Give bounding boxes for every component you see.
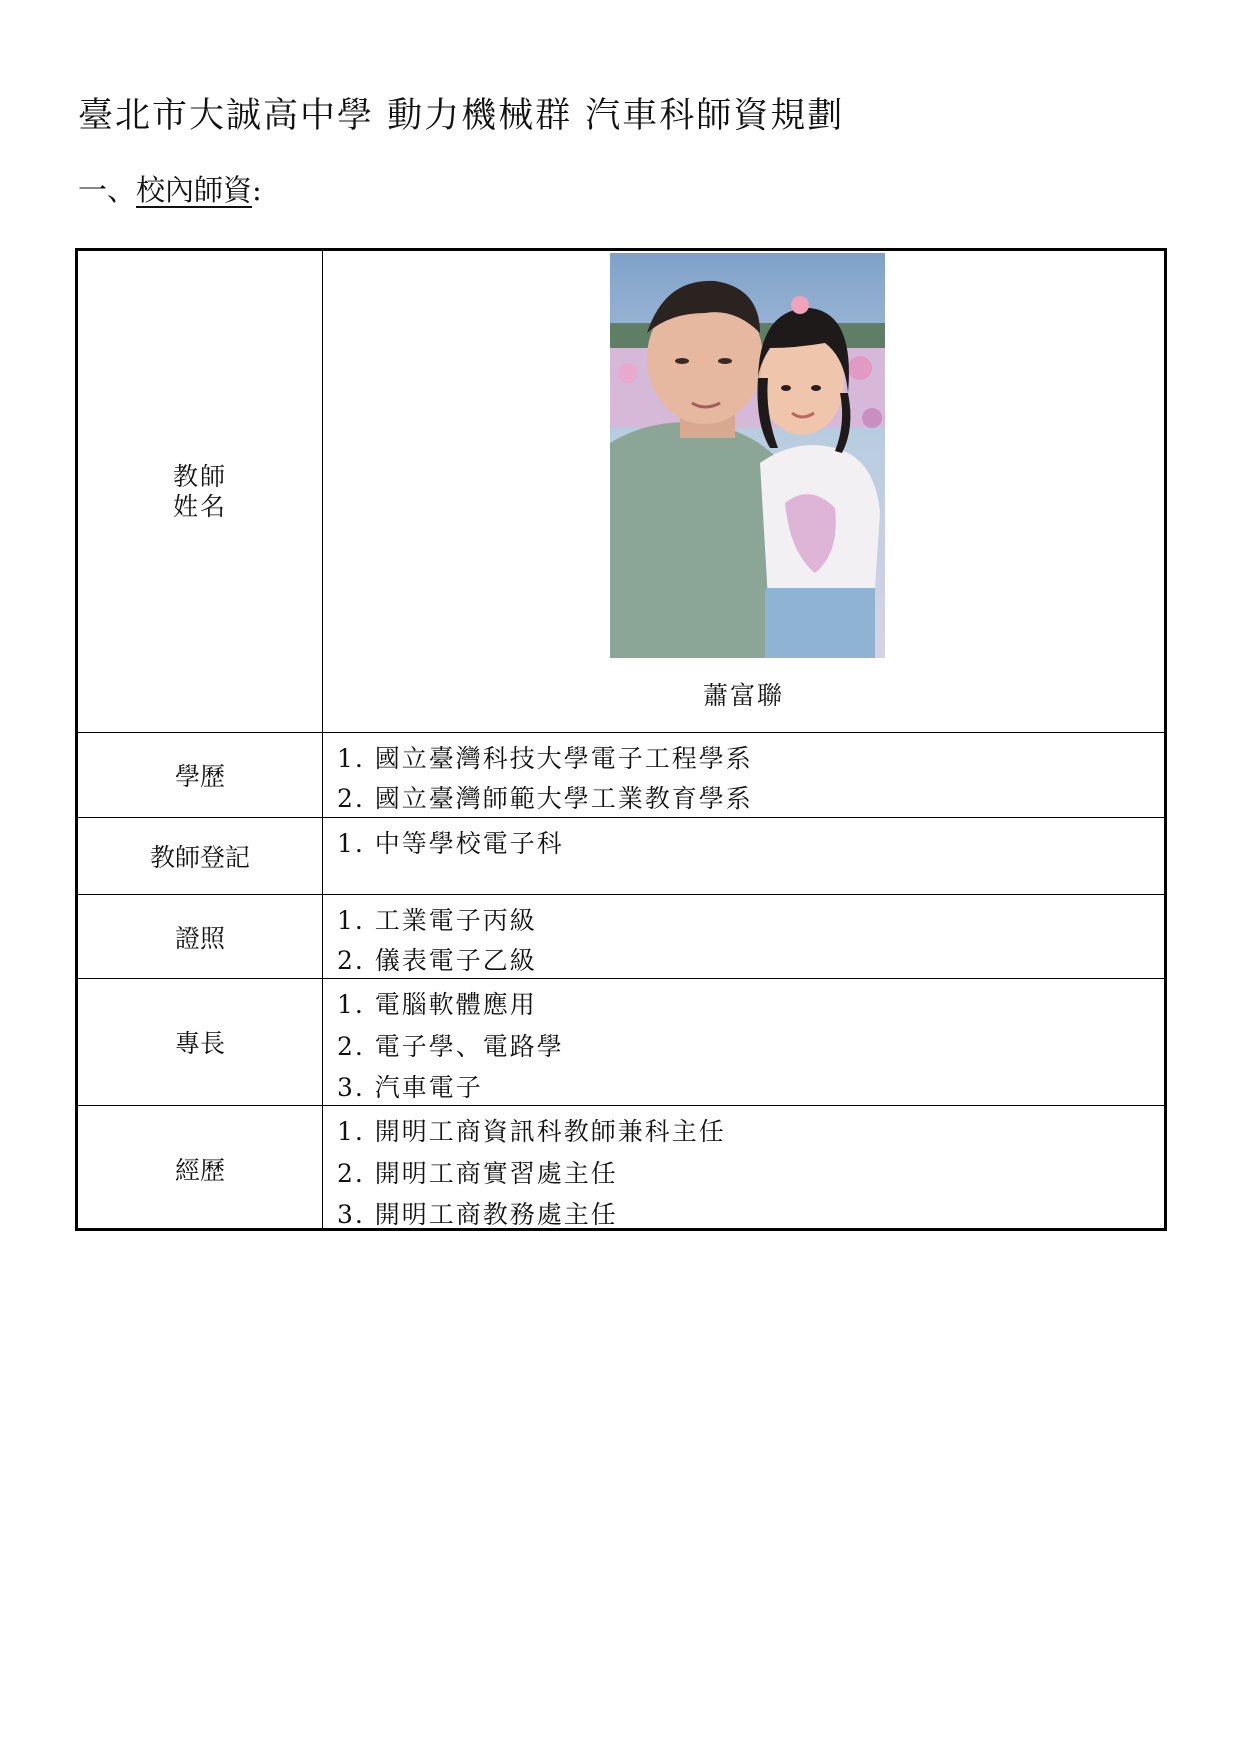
teacher-name: 蕭富聯 [702,681,784,710]
table-row-registration [78,818,1164,895]
registration-value-cell [323,818,1164,894]
expertise-label: 專長 [78,979,323,1105]
name-label-line2: 姓名 [172,491,227,521]
section-prefix: 一、 [78,173,137,207]
certificates-value-cell [323,895,1164,978]
teacher-photo [610,253,885,658]
table-row-certificates [78,895,1164,979]
expertise-item: 3. 汽車電子 [337,1073,483,1102]
expertise-item: 1. 電腦軟體應用 [337,990,537,1019]
name-label-line1: 教師 [172,461,227,491]
experience-item: 2. 開明工商實習處主任 [337,1159,618,1188]
table-row-expertise [78,979,1164,1106]
teacher-profile-table [75,248,1167,1231]
experience-item: 3. 開明工商教務處主任 [337,1200,618,1229]
experience-label: 經歷 [78,1106,323,1231]
education-label: 學歷 [78,733,323,817]
section-label: 校內師資 [136,173,253,207]
page-title: 臺北市大誠高中學 動力機械群 汽車科師資規劃 [78,96,845,136]
certificate-item: 1. 工業電子丙級 [337,906,537,935]
certificates-label: 證照 [78,895,323,978]
experience-item: 1. 開明工商資訊科教師兼科主任 [337,1117,726,1146]
table-row-experience [78,1106,1164,1231]
expertise-value-cell [323,979,1164,1105]
section-heading [78,168,262,209]
expertise-item: 2. 電子學、電路學 [337,1032,564,1061]
certificate-item: 2. 儀表電子乙級 [337,946,537,975]
name-value-cell [323,251,1164,732]
education-value-cell [323,733,1164,817]
education-item: 2. 國立臺灣師範大學工業教育學系 [337,784,753,813]
experience-value-cell [323,1106,1164,1231]
education-item: 1. 國立臺灣科技大學電子工程學系 [337,744,753,773]
section-suffix: : [252,173,262,207]
registration-label: 教師登記 [78,818,323,894]
registration-item: 1. 中等學校電子科 [337,829,564,858]
table-row-name [78,251,1164,733]
table-row-education [78,733,1164,818]
photo-image [610,253,885,658]
name-label-cell [78,251,323,732]
